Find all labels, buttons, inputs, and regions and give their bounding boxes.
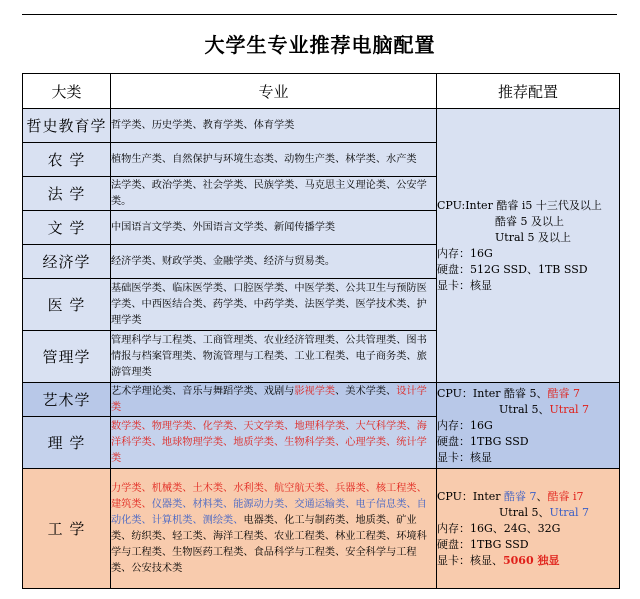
rec2-cpu-highlight: 酷睿 7 [547,386,581,400]
rec3-gpu [437,553,619,569]
category-cell: 医 学 [23,279,111,331]
rec3-gpu-red: 5060 独显 [503,553,560,567]
major-cell [111,469,437,589]
major-cell [111,383,437,417]
major-cell: 经济学类、财政学类、金融学类、经济与贸易类。 [111,245,437,279]
category-cell: 工 学 [23,469,111,589]
major-text-blue: 仪器类、材料类、能源动力类、交通运输类、电子信息类、自动化类、计算机类、测绘类、 [111,498,427,526]
major-text-red: 设计学类 [111,385,427,413]
rec1-cpu-line2: 酷睿 5 及以上 [495,214,564,228]
major-cell: 哲学类、历史学类、教育学类、体育学类 [111,109,437,143]
rec2-cpu-text: CPU：Inter 酷睿 5、 [437,386,548,400]
rec3-utral-blue: Utral 7 [549,505,590,519]
major-text-red: 影视学类 [294,385,336,397]
category-cell: 管理学 [23,331,111,383]
major-cell: 法学类、政治学类、社会学类、民族学类、马克思主义理论类、公安学类。 [111,177,437,211]
rec2-gpu: 显卡：核显 [437,450,492,464]
category-cell: 理 学 [23,417,111,469]
rec3-cpu-red: 酷睿 i7 [547,489,584,503]
category-cell: 文 学 [23,211,111,245]
rec2-utral-text: Utral 5、 [499,402,550,416]
table-row [23,469,620,589]
rec2-cpu [437,386,619,402]
category-cell: 艺术学 [23,383,111,417]
major-text-red: 力学类、机械类、土木类、水利类、航空航天类、兵器类、核工程类、建筑类、 [111,482,427,510]
rec3-cpu-sep: 、 [536,489,548,503]
rec1-cpu-line1: CPU:Inter 酷睿 i5 十三代及以上 [437,198,602,212]
header-major: 专业 [111,74,437,109]
rec2-utral-highlight: Utral 7 [549,402,590,416]
header-category: 大类 [23,74,111,109]
header-recommend: 推荐配置 [437,74,620,109]
header-row [23,74,620,109]
rec3-gpu-text: 显卡：核显、 [437,553,503,567]
rec1-disk: 硬盘：512G SSD、1TB SSD [437,262,588,276]
rec3-cpu-blue: 酷睿 7 [504,489,537,503]
major-text: 电器类、化工与制药类、地质类、矿业类、纺织类、轻工类、海洋工程类、农业工程类、林业工程类、环境科学与工程类、生物医药工程类、食品科学与工程类、安全科学与工程类、公安技术类 [111,514,427,574]
rec3-cpu-text: CPU：Inter [437,489,505,503]
rec1-gpu: 显卡：核显 [437,278,492,292]
recommend-cell-1 [437,109,620,383]
major-text: 、美术学类、 [335,385,397,397]
category-cell: 法 学 [23,177,111,211]
category-cell: 哲史教育学 [23,109,111,143]
major-cell: 数学类、物理学类、化学类、天文学类、地理科学类、大气科学类、海洋科学类、地球物理学类、地质学类、生物科学类、心理学类、统计学类 [111,417,437,469]
recommend-cell-2 [437,383,620,469]
table-row [23,109,620,143]
major-cell: 植物生产类、自然保护与环境生态类、动物生产类、林学类、水产类 [111,143,437,177]
rec2-utral [437,402,619,418]
category-cell: 经济学 [23,245,111,279]
page-title: 大学生专业推荐电脑配置 [204,32,436,57]
rec3-memory: 内存：16G、24G、32G [437,521,561,535]
rec1-memory: 内存：16G [437,246,493,260]
rec3-utral-text: Utral 5、 [499,505,550,519]
major-cell: 中国语言文学类、外国语言文学类、新闻传播学类 [111,211,437,245]
rec2-memory: 内存：16G [437,418,493,432]
rec3-disk: 硬盘：1TBG SSD [437,537,529,551]
rec3-cpu [437,489,619,505]
recommendation-table [22,73,620,589]
recommend-cell-3 [437,469,620,589]
rec2-disk: 硬盘：1TBG SSD [437,434,529,448]
rec3-utral [437,505,619,521]
rec1-cpu-line3: Utral 5 及以上 [495,230,572,244]
category-cell: 农 学 [23,143,111,177]
major-cell: 基础医学类、临床医学类、口腔医学类、中医学类、公共卫生与预防医学类、中西医结合类、药学类、中药学类、法医学类、医学技术类、护理学类 [111,279,437,331]
major-text: 艺术学理论类、音乐与舞蹈学类、戏剧与 [111,385,295,397]
table-row [23,383,620,417]
major-cell: 管理科学与工程类、工商管理类、农业经济管理类、公共管理类、图书情报与档案管理类、物流管理与工程类、工业工程类、电子商务类、旅游管理类 [111,331,437,383]
